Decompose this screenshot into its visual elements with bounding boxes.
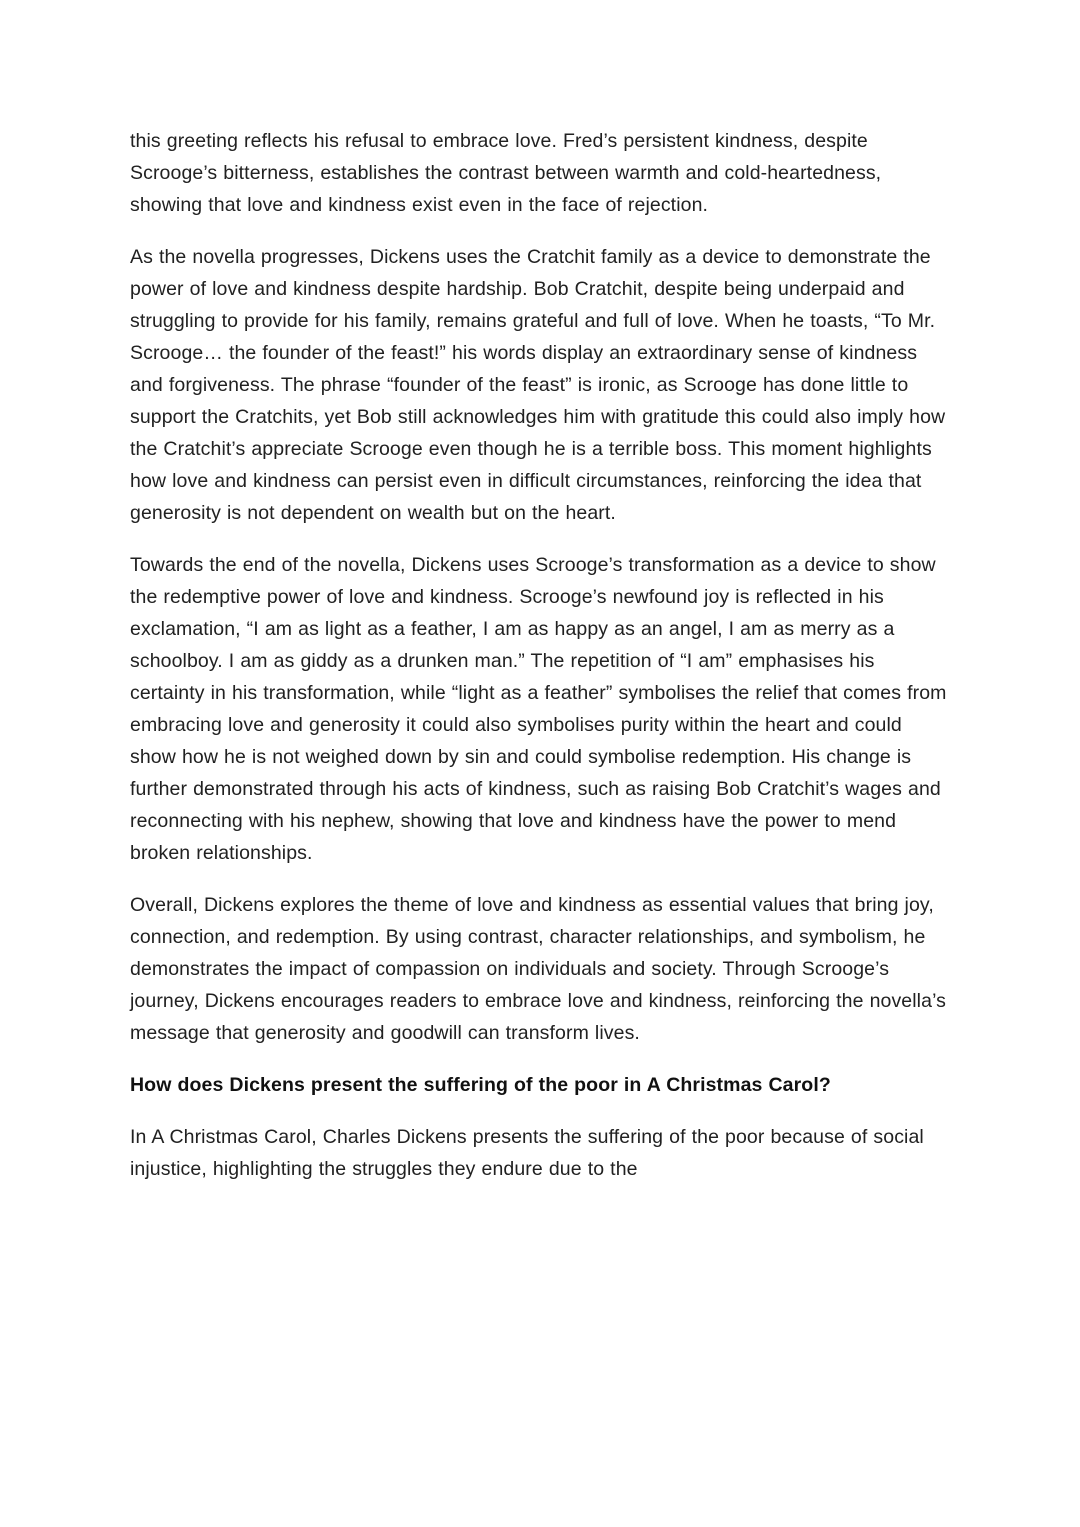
section-heading: How does Dickens present the suffering of the poor in A Christmas Carol? — [130, 1074, 831, 1096]
paragraph: Towards the end of the novella, Dickens uses Scrooge’s transformation as a device to show the redemptive power of love and kindness. Scrooge’s newfound joy is reflected in his exclamation, “I am as light as a feather, I am as happy as an angel, I am as merry as a schoolboy. I am as giddy as a drunken man.” The repetition of “I am” emphasises his certainty in his transformation, while “light as a feather” symbolises the relief that comes from embracing love and generosity it could also symbolises purity within the heart and could show how he is not weighed down by sin and could symbolise redemption. His change is further demonstrated through his acts of kindness, such as raising Bob Cratchit’s wages and reconnecting with his nephew, showing that love and kindness have the power to mend broken relationships. — [130, 554, 947, 864]
paragraph: As the novella progresses, Dickens uses the Cratchit family as a device to demonstrate the power of love and kindness despite hardship. Bob Cratchit, despite being underpaid and struggling to provide for his family, remains grateful and full of love. When he toasts, “To Mr. Scrooge… the founder of the feast!” his words display an extraordinary sense of kindness and forgiveness. The phrase “founder of the feast” is ironic, as Scrooge has done little to support the Cratchits, yet Bob still acknowledges him with gratitude this could also imply how the Cratchit’s appreciate Scrooge even though he is a terrible boss. This moment highlights how love and kindness can persist even in difficult circumstances, reinforcing the idea that generosity is not dependent on wealth but on the heart. — [130, 246, 946, 524]
paragraph: In A Christmas Carol, Charles Dickens presents the suffering of the poor because of social injustice, highlighting the struggles they endure due to the — [130, 1126, 924, 1180]
paragraph: Overall, Dickens explores the theme of love and kindness as essential values that bring joy, connection, and redemption. By using contrast, character relationships, and symbolism, he demonstrates the impact of compassion on individuals and society. Through Scrooge’s journey, Dickens encourages readers to embrace love and kindness, reinforcing the novella’s message that generosity and goodwill can transform lives. — [130, 894, 946, 1044]
paragraph: this greeting reflects his refusal to embrace love. Fred’s persistent kindness, despite Scrooge’s bitterness, establishes the contrast between warmth and cold-heartedness, showing that love and kindness exist even in the face of rejection. — [130, 130, 882, 216]
document-content — [130, 125, 952, 1205]
